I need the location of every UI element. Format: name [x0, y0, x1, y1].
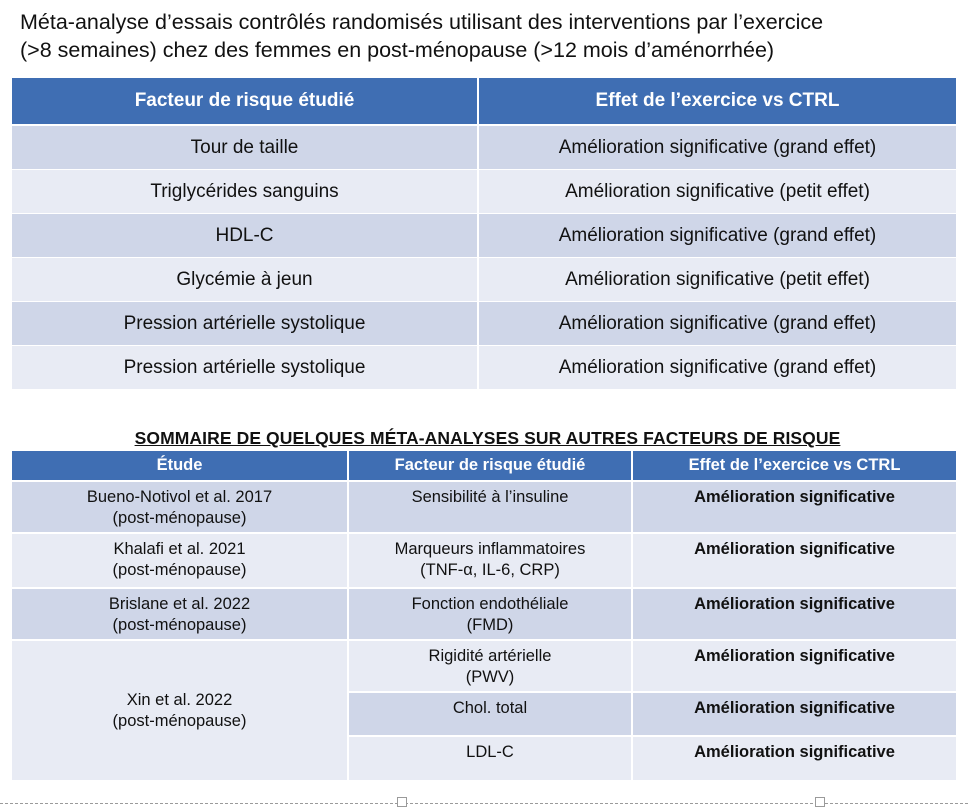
study-population: (post-ménopause)	[112, 561, 247, 579]
risk-factor-name: Rigidité artérielle	[428, 647, 552, 665]
header-exercise-effect: Effet de l’exercice vs CTRL	[478, 78, 956, 125]
risk-factor-cell	[348, 481, 632, 533]
header-risk-factor: Facteur de risque étudié	[348, 451, 632, 481]
table-header-row	[12, 78, 956, 125]
anchor-marker	[815, 797, 825, 807]
intro-line-2: (>8 semaines) chez des femmes en post-ménopause (>12 mois d’aménorrhée)	[20, 38, 775, 62]
risk-factor-name: LDL-C	[466, 743, 514, 761]
table-row	[12, 588, 956, 640]
study-cell	[12, 533, 348, 588]
risk-factor-detail: (TNF-α, IL-6, CRP)	[420, 561, 560, 579]
table-row	[12, 302, 956, 346]
study-population: (post-ménopause)	[112, 509, 247, 527]
effect-cell: Amélioration significative	[632, 640, 956, 692]
risk-factor-cell: Pression artérielle systolique	[12, 346, 478, 390]
section-subtitle: SOMMAIRE DE QUELQUES MÉTA-ANALYSES SUR AUTRES FACTEURS DE RISQUE	[134, 428, 841, 448]
risk-factor-cell	[348, 692, 632, 736]
effect-cell: Amélioration significative (grand effet)	[478, 214, 956, 258]
effect-cell: Amélioration significative	[632, 736, 956, 780]
risk-factor-cell	[348, 533, 632, 588]
effect-cell: Amélioration significative (petit effet)	[478, 258, 956, 302]
risk-factor-cell: Pression artérielle systolique	[12, 302, 478, 346]
table-row	[12, 170, 956, 214]
risk-factor-cell: Tour de taille	[12, 125, 478, 170]
table-row	[12, 533, 956, 588]
study-name: Khalafi et al. 2021	[113, 540, 246, 558]
study-name: Brislane et al. 2022	[108, 595, 251, 613]
meta-analyses-summary-table	[12, 451, 956, 780]
intro-line-1: Méta-analyse d’essais contrôlés randomisés utilisant des interventions par l’exercice	[20, 10, 824, 34]
risk-factor-cell: Triglycérides sanguins	[12, 170, 478, 214]
risk-factor-cell: Glycémie à jeun	[12, 258, 478, 302]
effect-cell: Amélioration significative	[632, 481, 956, 533]
risk-factor-detail: (PWV)	[465, 668, 515, 686]
effect-cell: Amélioration significative (grand effet)	[478, 302, 956, 346]
table-row	[12, 258, 956, 302]
risk-factor-cell	[348, 640, 632, 692]
effect-cell: Amélioration significative	[632, 588, 956, 640]
effect-cell: Amélioration significative	[632, 533, 956, 588]
risk-factor-name: Chol. total	[452, 699, 528, 717]
risk-factor-name: Marqueurs inflammatoires	[394, 540, 586, 558]
anchor-marker	[397, 797, 407, 807]
study-cell	[12, 640, 348, 780]
study-cell	[12, 481, 348, 533]
header-risk-factor: Facteur de risque étudié	[12, 78, 478, 125]
risk-factor-cell	[348, 736, 632, 780]
risk-factor-name: Sensibilité à l’insuline	[411, 488, 569, 506]
effect-cell: Amélioration significative (grand effet)	[478, 125, 956, 170]
exercise-effect-table	[12, 78, 956, 389]
table-row	[12, 346, 956, 390]
study-name: Xin et al. 2022	[126, 690, 233, 709]
table-row	[12, 125, 956, 170]
effect-cell: Amélioration significative (petit effet)	[478, 170, 956, 214]
risk-factor-name: Fonction endothéliale	[411, 595, 569, 613]
table-header-row	[12, 451, 956, 481]
header-study: Étude	[12, 451, 348, 481]
study-population: (post-ménopause)	[112, 616, 247, 634]
risk-factor-cell: HDL-C	[12, 214, 478, 258]
study-cell	[12, 588, 348, 640]
effect-cell: Amélioration significative	[632, 692, 956, 736]
risk-factor-detail: (FMD)	[466, 616, 514, 634]
table-row	[12, 640, 956, 692]
effect-cell: Amélioration significative (grand effet)	[478, 346, 956, 390]
header-exercise-effect: Effet de l’exercice vs CTRL	[632, 451, 956, 481]
table-row	[12, 481, 956, 533]
risk-factor-cell	[348, 588, 632, 640]
table-row	[12, 214, 956, 258]
study-population: (post-ménopause)	[112, 711, 247, 730]
intro-text	[20, 8, 955, 64]
study-name: Bueno-Notivol et al. 2017	[86, 488, 273, 506]
